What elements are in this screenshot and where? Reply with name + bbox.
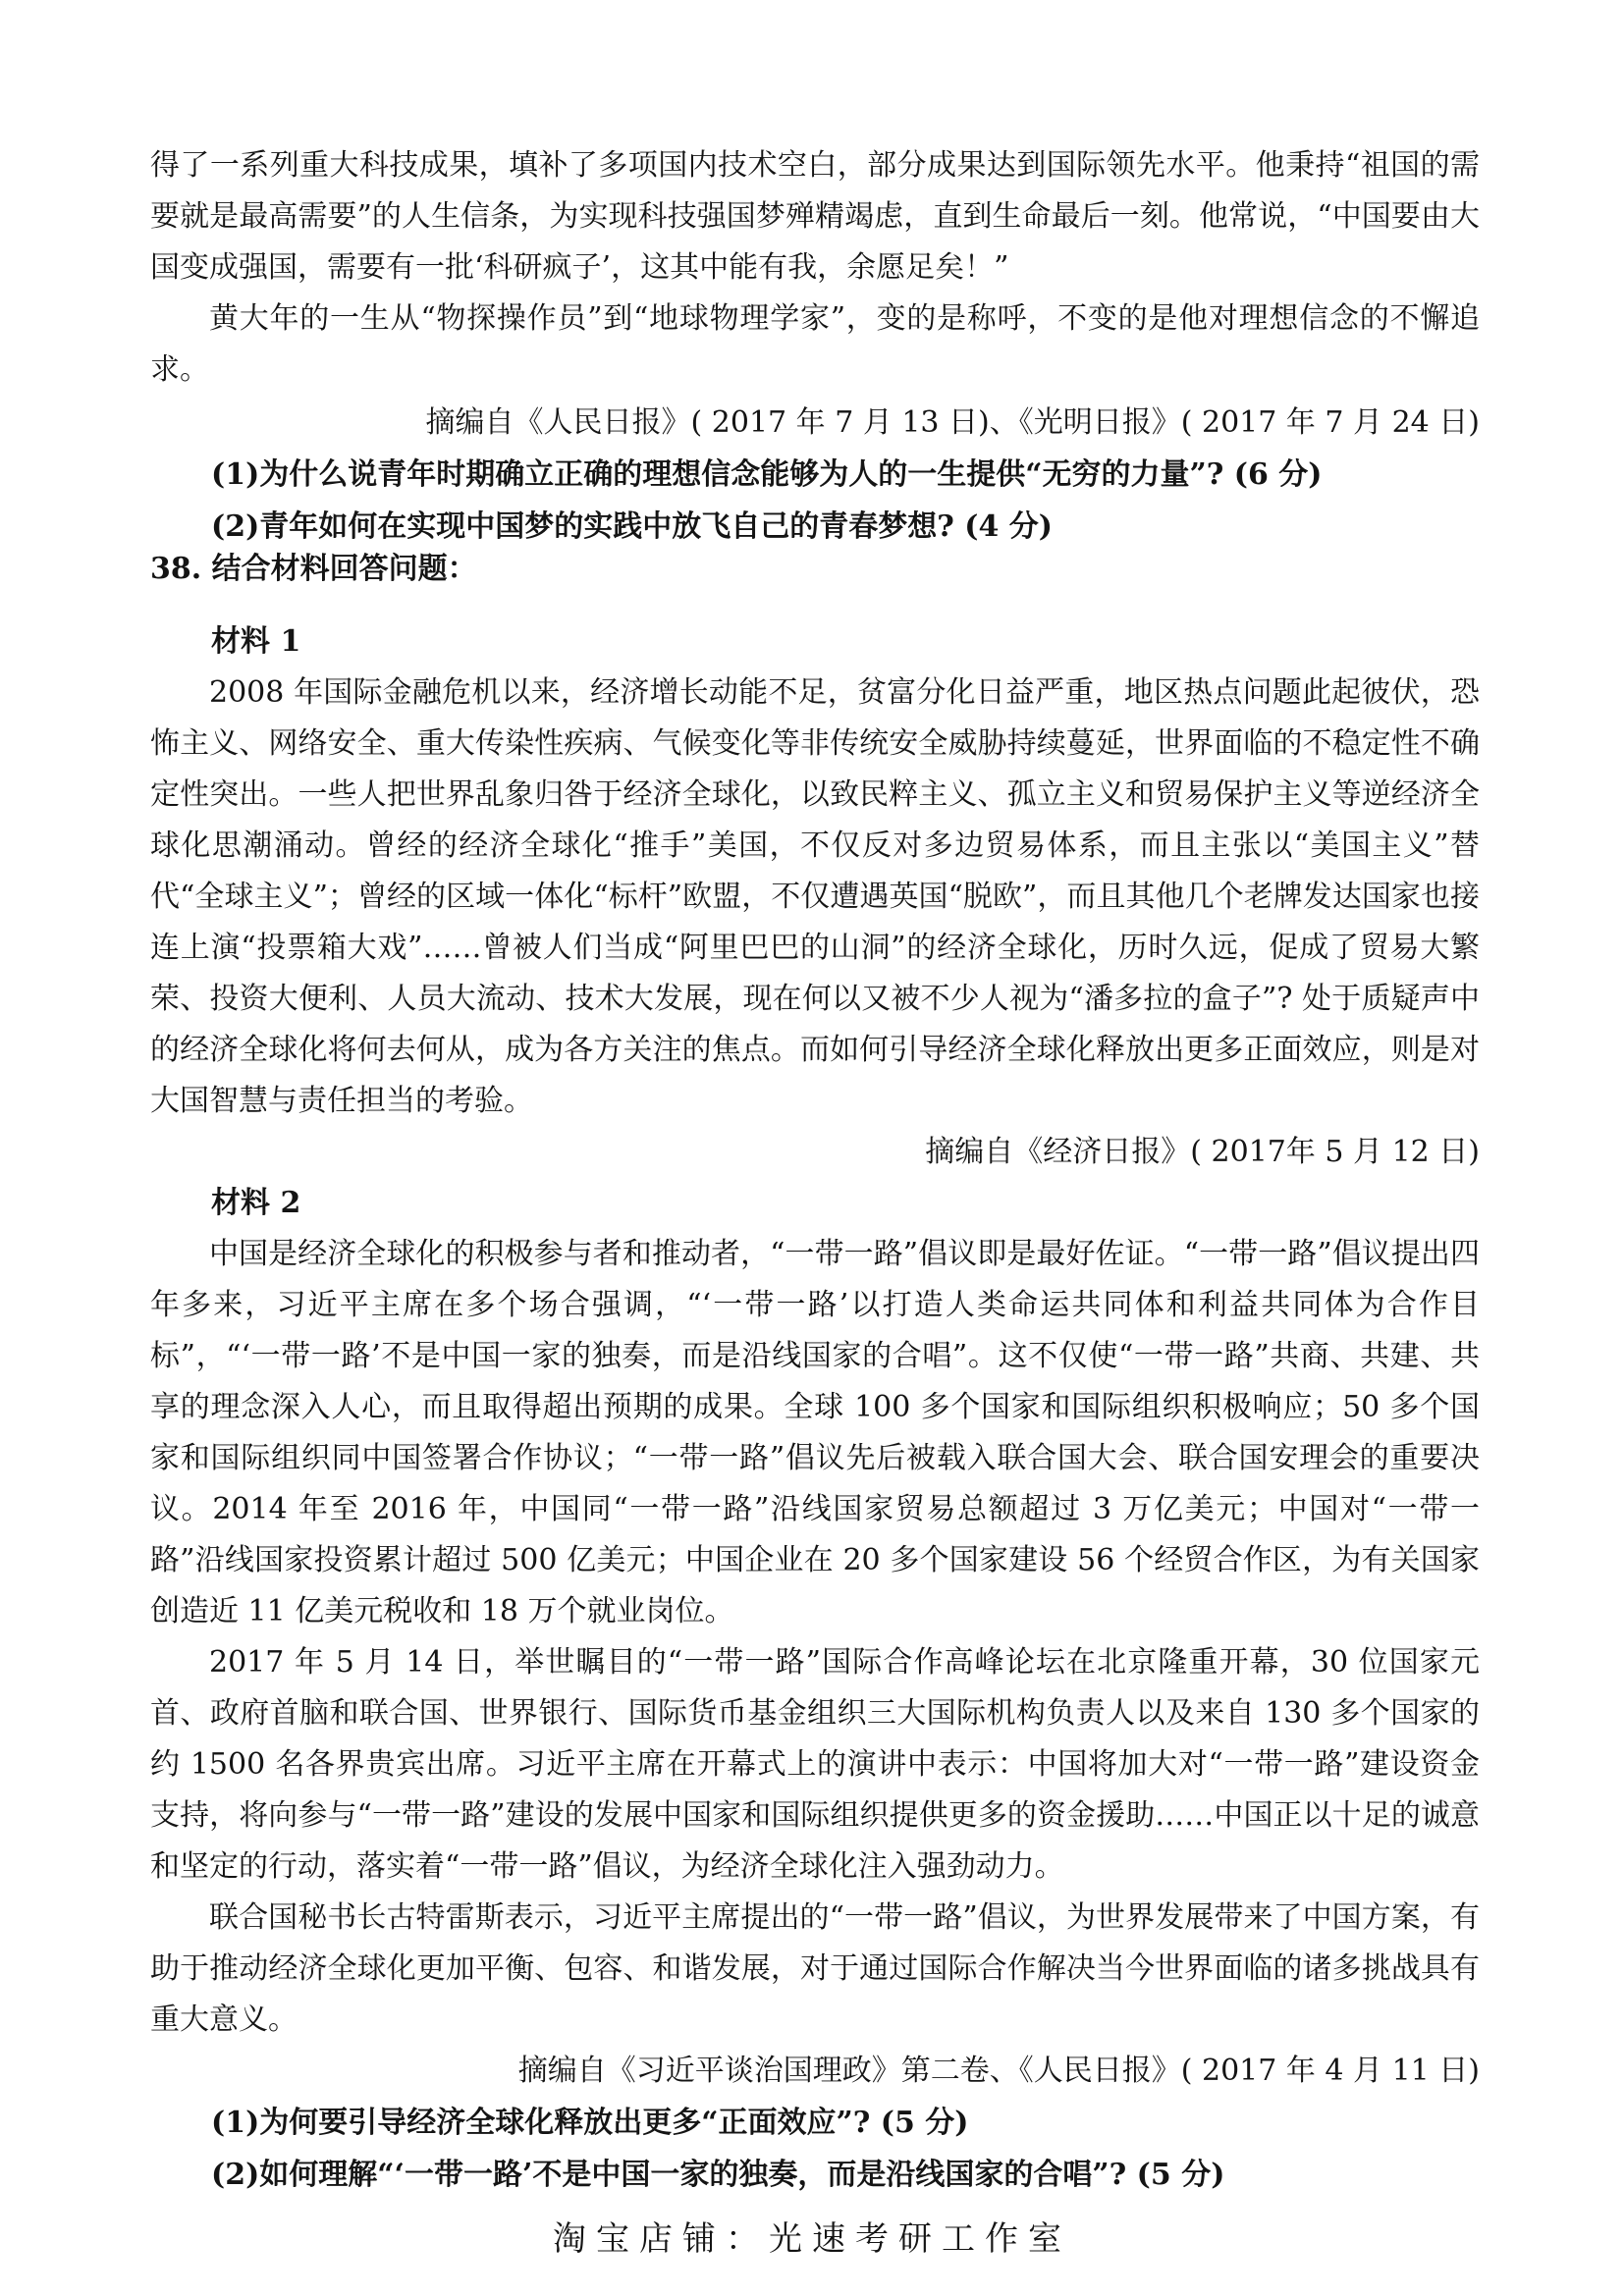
material-1-text: 2008 年国际金融危机以来，经济增长动能不足，贫富分化日益严重，地区热点问题此起彼伏，恐怖主义、网络安全、重大传染性疾病、气候变化等非传统安全威胁持续蔓延，世界面临的不稳定性不确定性突出。一些人把世界乱象归咎于经济全球化，以致民粹主义、孤立主义和贸易保护主义等逆经济全球化思潮涌动。曾经的经济全球化“推手”美国，不仅反对多边贸易体系，而且主张以“美国主义”替代“全球主义”；曾经的区域一体化“标杆”欧盟，不仅遭遇英国“脱欧”，而且其他几个老牌发达国家也接连上演“投票箱大戏”……曾被人们当成“阿里巴巴的山洞”的经济全球化，历时久远，促成了贸易大繁荣、投资大便利、人员大流动、技术大发展，现在何以又被不少人视为“潘多拉的盒子”? 处于质疑声中的经济全球化将何去何从，成为各方关注的焦点。而如何引导经济全球化释放出更多正面效应，则是对大国智慧与责任担当的考验。	[150, 675, 1480, 1118]
material-2-source: 摘编自《习近平谈治国理政》第二卷、《人民日报》( 2017 年 4 月 11 日)	[517, 2054, 1480, 2088]
q37-paragraph-2: 黄大年的一生从“物探操作员”到“地球物理学家”，变的是称呼，不变的是他对理想信念的不懈追求。	[150, 301, 1480, 387]
material-2-paragraph-2: 2017 年 5 月 14 日，举世瞩目的“一带一路”国际合作高峰论坛在北京隆重开幕，30 位国家元首、政府首脑和联合国、世界银行、国际货币基金组织三大国际机构负责人以及来自 130 多个国家的约 1500 名各界贵宾出席。习近平主席在开幕式上的演讲中表示：中国将加大对“一带一路”建设资金支持，将向参与“一带一路”建设的发展中国家和国际组织提供更多的资金援助……中国正以十足的诚意和坚定的行动，落实着“一带一路”倡议，为经济全球化注入强劲动力。	[150, 1645, 1480, 1884]
q37-continuation	[150, 140, 1480, 553]
q37-subquestion-2: (2)青年如何在实现中国梦的实践中放飞自己的青春梦想? (4 分)	[211, 509, 1053, 544]
material-2-paragraph-3: 联合国秘书长古特雷斯表示，习近平主席提出的“一带一路”倡议，为世界发展带来了中国方案，有助于推动经济全球化更加平衡、包容、和谐发展，对于通过国际合作解决当今世界面临的诸多挑战具有重大意义。	[150, 1900, 1480, 2037]
q37-source: 摘编自《人民日报》( 2017 年 7 月 13 日)、《光明日报》( 2017 年 7 月 24 日)	[425, 405, 1480, 440]
q38-block	[150, 544, 1480, 2201]
q38-subquestion-2: (2)如何理解“‘一带一路’不是中国一家的独奏，而是沿线国家的合唱”? (5 分)	[211, 2158, 1225, 2192]
q37-paragraph-1: 得了一系列重大科技成果，填补了多项国内技术空白，部分成果达到国际领先水平。他秉持“祖国的需要就是最高需要”的人生信条，为实现科技强国梦殚精竭虑，直到生命最后一刻。他常说，“中国要由大国变成强国，需要有一批‘科研疯子’，这其中能有我，余愿足矣！”	[150, 148, 1480, 285]
material-1-source: 摘编自《经济日报》( 2017年 5 月 12 日)	[925, 1135, 1480, 1169]
q37-subquestion-1: (1)为什么说青年时期确立正确的理想信念能够为人的一生提供“无穷的力量”? (6 分)	[211, 457, 1323, 492]
page-footer: 淘宝店铺：光速考研工作室	[553, 2219, 1071, 2259]
material-2-paragraph-1: 中国是经济全球化的积极参与者和推动者，“一带一路”倡议即是最好佐证。“一带一路”倡议提出四年多来，习近平主席在多个场合强调，“‘一带一路’以打造人类命运共同体和利益共同体为合作目标”，“‘一带一路’不是中国一家的独奏，而是沿线国家的合唱”。这不仅使“一带一路”共商、共建、共享的理念深入人心，而且取得超出预期的成果。全球 100 多个国家和国际组织积极响应；50 多个国家和国际组织同中国签署合作协议；“一带一路”倡议先后被载入联合国大会、联合国安理会的重要决议。2014 年至 2016 年，中国同“一带一路”沿线国家贸易总额超过 3 万亿美元；中国对“一带一路”沿线国家投资累计超过 500 亿美元；中国企业在 20 多个国家建设 56 个经贸合作区，为有关国家创造近 11 亿美元税收和 18 万个就业岗位。	[150, 1237, 1480, 1629]
q38-heading: 38. 结合材料回答问题：	[150, 552, 477, 586]
material-1-label: 材料 1	[211, 624, 301, 659]
material-2-label: 材料 2	[211, 1186, 301, 1220]
q38-subquestion-1: (1)为何要引导经济全球化释放出更多“正面效应”? (5 分)	[211, 2106, 969, 2140]
